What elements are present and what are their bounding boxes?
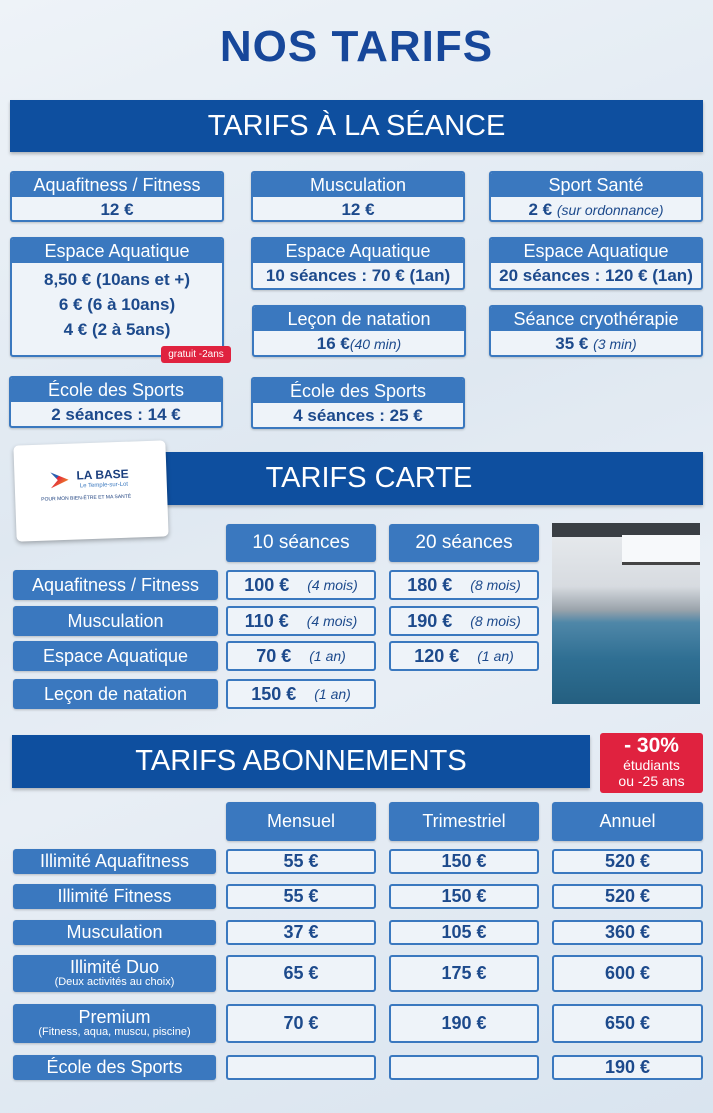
price-cell: 190 € [552, 1055, 703, 1080]
price-cell: 150 € [389, 849, 539, 874]
box-price: 4 séances : 25 € [293, 406, 423, 425]
discount-line: étudiants [623, 757, 680, 773]
row-label-text: Illimité Aquafitness [39, 851, 190, 872]
discount-value: - 30% [624, 734, 679, 757]
duration: (4 mois) [307, 577, 358, 593]
col-header-10-seances: 10 séances [226, 524, 376, 562]
row-label [13, 1055, 216, 1080]
price: 2 € [528, 200, 553, 219]
logo-icon [50, 472, 69, 489]
seance-banner: TARIFS À LA SÉANCE [10, 100, 703, 152]
duration: (8 mois) [470, 613, 521, 629]
box-price: 2 séances : 14 € [51, 405, 181, 424]
col-header-20-seances: 20 séances [389, 524, 539, 562]
row-label [13, 920, 216, 945]
card-place: Le Temple-sur-Lot [79, 481, 129, 490]
price-line: 6 € (6 à 10ans) [58, 295, 176, 314]
price-line: 4 € (2 à 5ans) [63, 320, 171, 339]
price: 16 € [316, 334, 350, 353]
free-under-2-badge: gratuit -2ans [161, 346, 231, 363]
price-cell: 650 € [552, 1004, 703, 1043]
price-cell: 37 € [226, 920, 376, 945]
price-cell: 190 € [389, 1004, 539, 1043]
price: 190 € [407, 610, 453, 631]
box-price: 10 séances : 70 € (1an) [265, 266, 451, 285]
row-label-text: Premium [78, 1007, 151, 1028]
price: 100 € [244, 574, 290, 595]
page-title: NOS TARIFS [219, 22, 494, 71]
price-note: (40 min) [349, 336, 402, 352]
carte-banner: TARIFS CARTE [165, 452, 703, 505]
box-title: Leçon de natation [254, 307, 464, 331]
photo-window [622, 535, 700, 565]
price-cell [226, 641, 376, 671]
discount-line: ou -25 ans [618, 773, 685, 789]
price-box [251, 171, 465, 222]
price: 70 € [256, 645, 292, 666]
price-cell [226, 1055, 376, 1080]
price-cell: 55 € [226, 849, 376, 874]
box-price: 12 € [100, 200, 134, 219]
row-label [13, 955, 216, 992]
price-note: (sur ordonnance) [556, 202, 664, 218]
price-cell: 600 € [552, 955, 703, 992]
price-cell: 360 € [552, 920, 703, 945]
box-title: Musculation [253, 173, 463, 197]
price-note: (3 min) [593, 336, 637, 352]
box-price: 12 € [341, 200, 375, 219]
row-label [13, 849, 216, 874]
box-price [254, 331, 464, 357]
price-cell: 150 € [389, 884, 539, 909]
price-cell: 175 € [389, 955, 539, 992]
abonnements-banner: TARIFS ABONNEMENTS [12, 735, 590, 788]
duration: (1 an) [477, 648, 514, 664]
price-box [489, 171, 703, 222]
price-box [9, 376, 223, 428]
aquagym-photo [552, 523, 700, 704]
box-title: Espace Aquatique [491, 239, 701, 263]
row-label-text: Illimité Duo [69, 957, 160, 978]
price-cell [389, 606, 539, 636]
box-price [491, 331, 701, 357]
price-cell: 70 € [226, 1004, 376, 1043]
row-label: Espace Aquatique [13, 641, 218, 671]
card-slogan: POUR MON BIEN-ÊTRE ET MA SANTÉ [41, 493, 132, 503]
row-label: Aquafitness / Fitness [13, 570, 218, 600]
col-header-annuel: Annuel [552, 802, 703, 841]
col-header-trimestriel: Trimestriel [389, 802, 539, 841]
price: 180 € [407, 574, 453, 595]
row-label-text: Illimité Fitness [57, 886, 172, 907]
price-line: 8,50 € (10ans et +) [43, 270, 190, 289]
box-price: 20 séances : 120 € (1an) [499, 266, 693, 285]
box-price-list [12, 263, 222, 342]
row-label-sub: (Fitness, aqua, muscu, piscine) [38, 1026, 191, 1039]
price: 35 € [555, 334, 589, 353]
price-cell: 520 € [552, 884, 703, 909]
discount-badge [600, 733, 703, 793]
price: 120 € [414, 645, 460, 666]
price-cell [389, 641, 539, 671]
price-box [251, 377, 465, 429]
price-cell: 105 € [389, 920, 539, 945]
price-box [252, 305, 466, 357]
box-title: Séance cryothérapie [491, 307, 701, 331]
price-box [10, 237, 224, 357]
row-label-sub: (Deux activités au choix) [54, 976, 175, 989]
row-label-text: Musculation [66, 922, 163, 943]
row-label [13, 1004, 216, 1043]
price: 150 € [251, 683, 297, 704]
duration: (8 mois) [470, 577, 521, 593]
price-box [489, 237, 703, 290]
price-box [251, 237, 465, 290]
duration: (4 mois) [306, 613, 358, 629]
price-box [489, 305, 703, 357]
price-cell [226, 606, 376, 636]
row-label: Leçon de natation [13, 679, 218, 709]
box-title: Aquafitness / Fitness [12, 173, 222, 197]
box-title: Espace Aquatique [253, 239, 463, 263]
row-label: Musculation [13, 606, 218, 636]
duration: (1 an) [314, 686, 351, 702]
box-title: Sport Santé [491, 173, 701, 197]
price-cell [226, 679, 376, 709]
price-cell [389, 1055, 539, 1080]
price: 110 € [244, 610, 289, 631]
col-header-mensuel: Mensuel [226, 802, 376, 841]
box-title: École des Sports [253, 379, 463, 403]
membership-card-image [13, 440, 168, 541]
box-title: École des Sports [11, 378, 221, 402]
price-cell [226, 570, 376, 600]
card-brand: LA BASE [76, 466, 129, 483]
box-price [491, 197, 701, 222]
row-label [13, 884, 216, 909]
box-title: Espace Aquatique [12, 239, 222, 263]
price-cell: 520 € [552, 849, 703, 874]
price-cell: 65 € [226, 955, 376, 992]
price-cell: 55 € [226, 884, 376, 909]
duration: (1 an) [309, 648, 346, 664]
price-box [10, 171, 224, 222]
row-label-text: École des Sports [46, 1057, 183, 1078]
price-cell [389, 570, 539, 600]
